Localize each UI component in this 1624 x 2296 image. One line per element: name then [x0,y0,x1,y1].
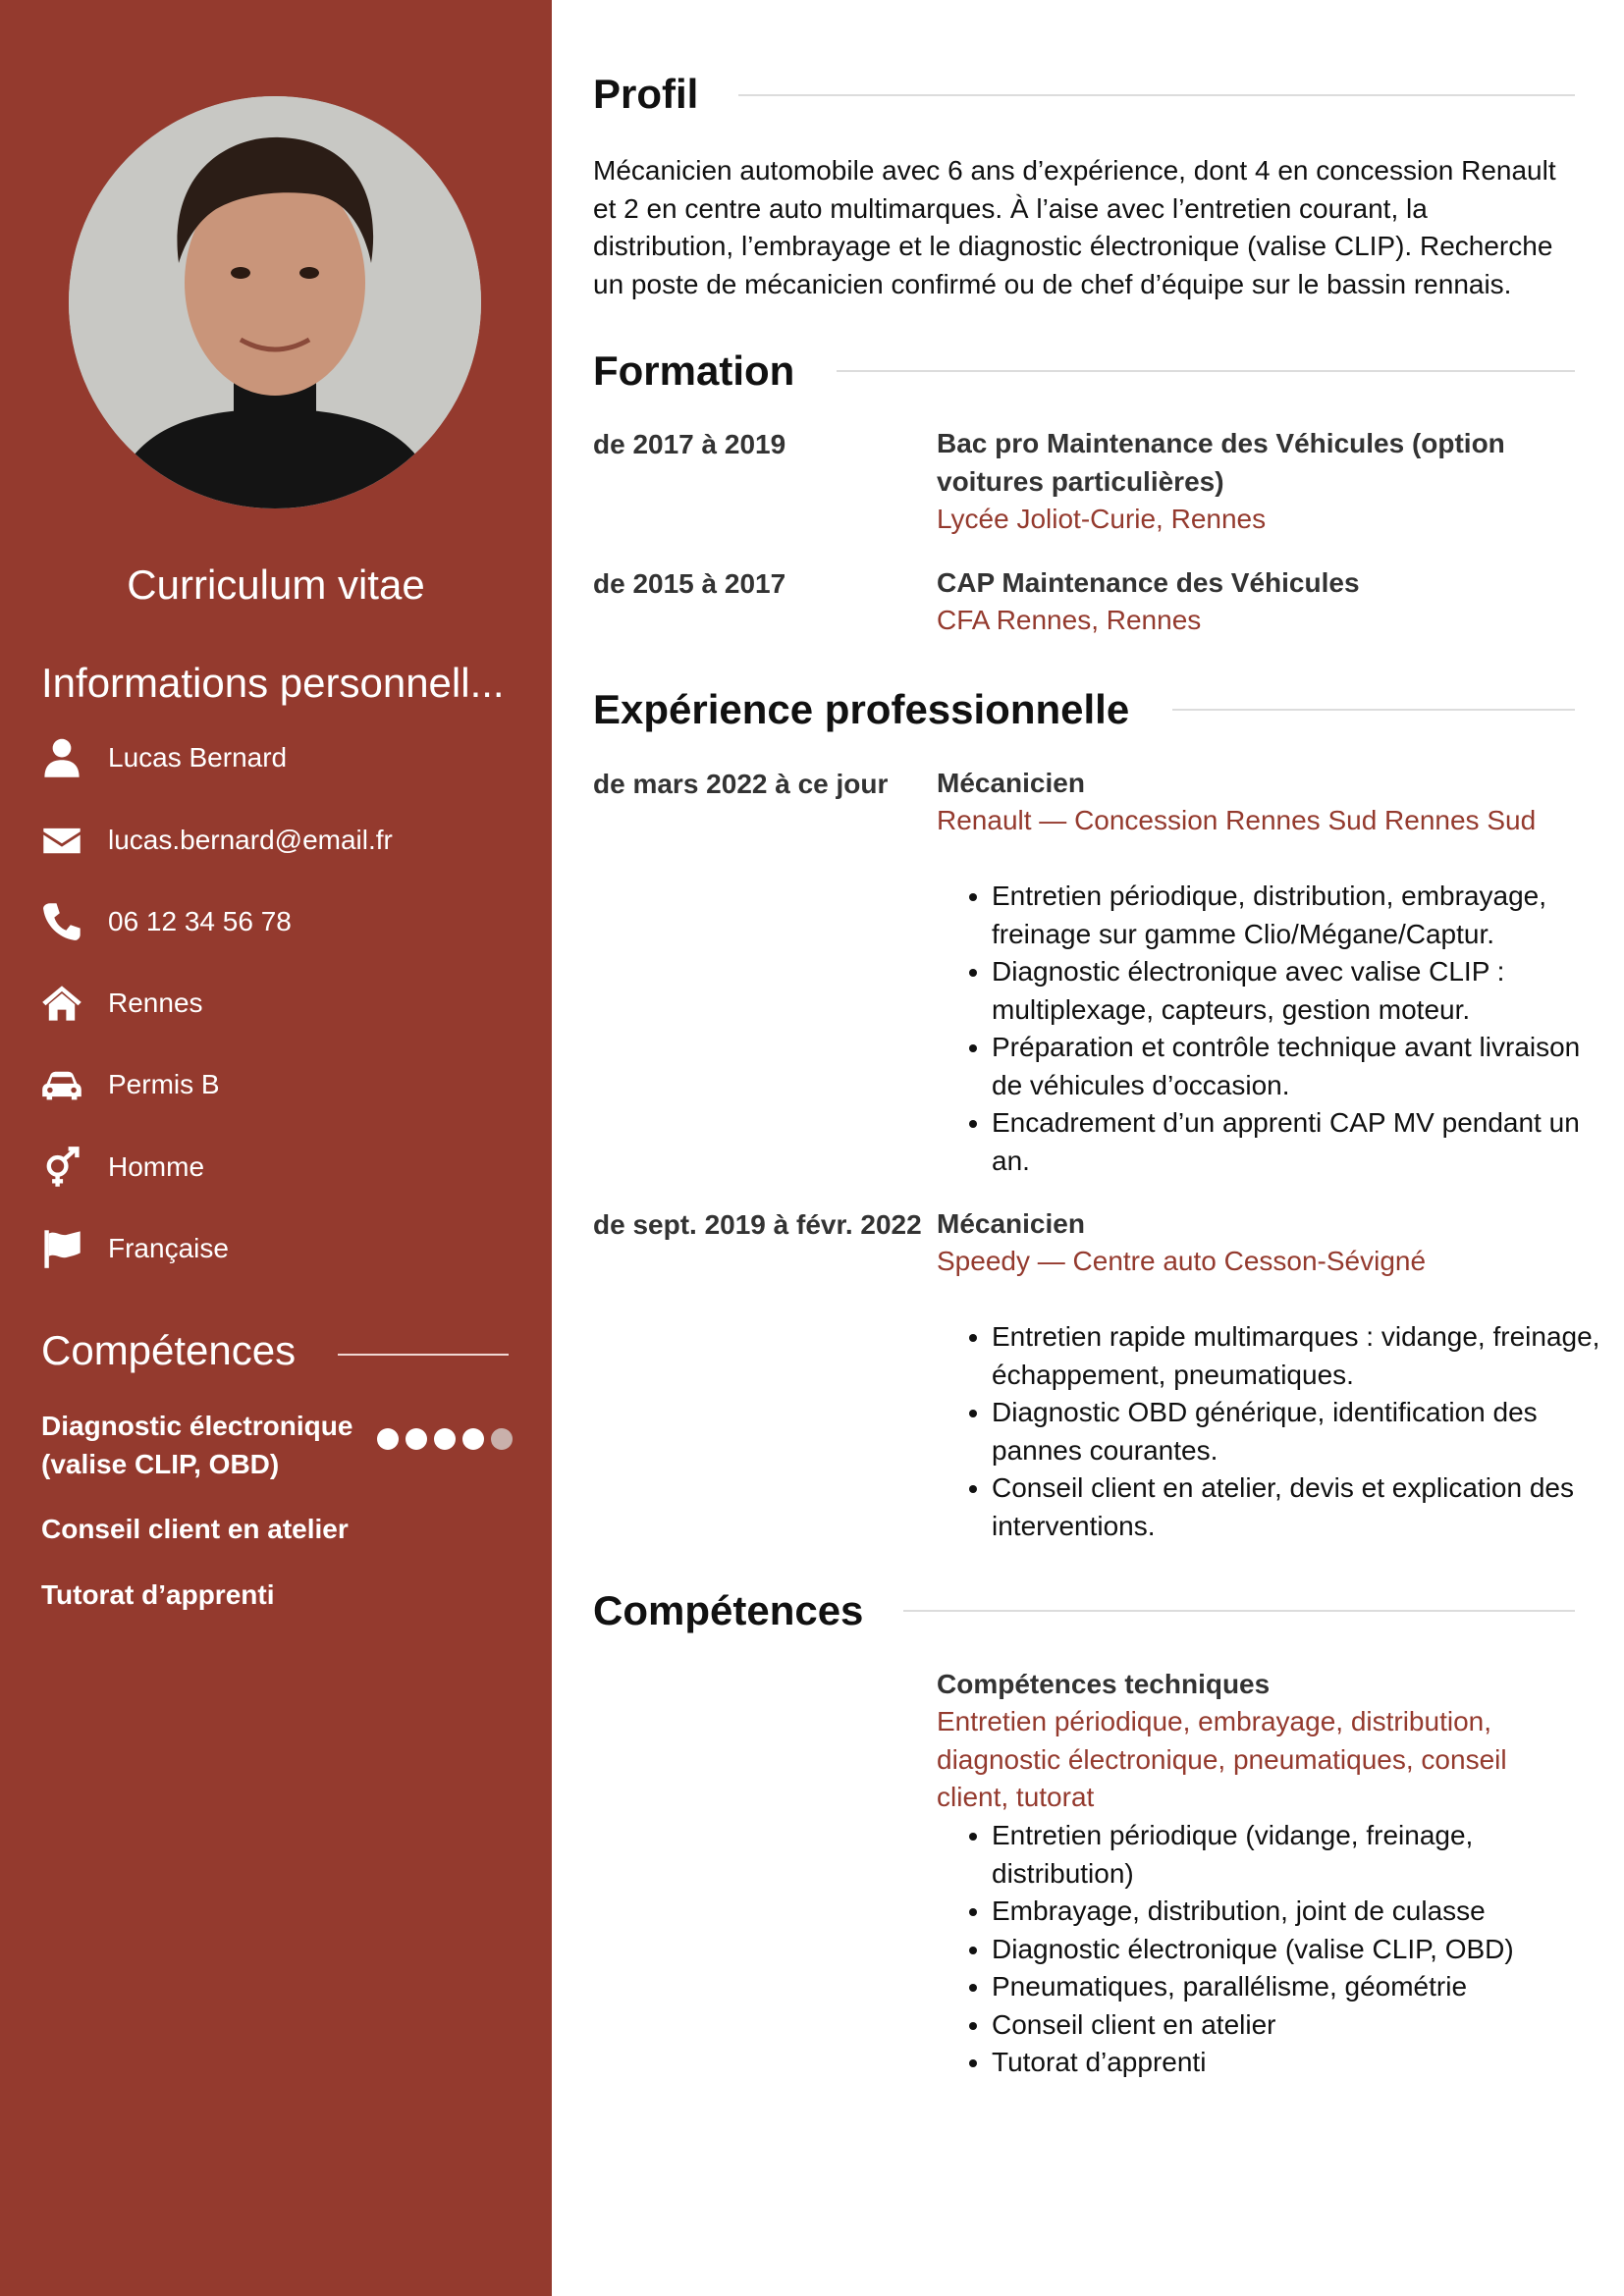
list-item: • Diagnostic électronique avec valise CLIP : multiplexage, capteurs, gestion moteur. [992,953,1600,1029]
sidebar-skill-1: Diagnostic électronique (valise CLIP, OBD) [41,1411,353,1479]
experience-company: Renault — Concession Rennes Sud Rennes Sud [937,805,1537,835]
info-license: Permis B [108,1069,220,1099]
info-row-city [39,974,203,1033]
info-gender: Homme [108,1151,205,1182]
skills-group-summary: Entretien périodique, embrayage, distribution, diagnostic électronique, pneumatiques, conseil client, tutorat [937,1706,1507,1812]
education-title: CAP Maintenance des Véhicules [937,567,1360,598]
gender-icon [39,1145,84,1190]
info-email[interactable]: lucas.bernard@email.fr [108,825,393,855]
experience-rule [1172,709,1575,711]
list-item: • Conseil client en atelier, devis et explication des interventions. [992,1469,1600,1545]
info-row-nationality [39,1219,229,1278]
info-name: Lucas Bernard [108,742,288,773]
info-row-gender [39,1138,204,1197]
info-nationality: Française [108,1233,229,1263]
flag-icon [39,1226,84,1271]
education-title: Bac pro Maintenance des Véhicules (option voitures particulières) [937,428,1505,497]
list-item: • Conseil client en atelier [992,2006,1600,2045]
profile-photo [69,96,481,508]
experience-title: Mécanicien [937,768,1085,798]
info-row-name [39,728,287,787]
skill-level-dots [377,1428,513,1450]
experience-bullets [937,878,1600,1180]
experience-bullets [937,1318,1600,1545]
info-row-license [39,1055,220,1114]
info-phone[interactable]: 06 12 34 56 78 [108,906,292,936]
profile-rule [738,94,1575,96]
sidebar-skills-rule [338,1354,509,1356]
list-item: • Pneumatiques, parallélisme, géométrie [992,1968,1600,2006]
info-city: Rennes [108,988,203,1018]
level-dot-filled [434,1428,456,1450]
experience-date: de mars 2022 à ce jour [593,769,889,799]
level-dot-filled [462,1428,484,1450]
personal-info-heading: Informations personnell... [41,660,505,706]
sidebar-skill-3: Tutorat d’apprenti [41,1579,275,1610]
education-school: CFA Rennes, Rennes [937,605,1202,635]
list-item: • Entretien périodique (vidange, freinage, distribution) [992,1817,1600,1893]
experience-heading: Expérience professionnelle [593,686,1130,732]
education-date: de 2015 à 2017 [593,568,786,599]
experience-title: Mécanicien [937,1208,1085,1239]
education-date: de 2017 à 2019 [593,429,786,459]
sidebar-skill-2: Conseil client en atelier [41,1514,349,1544]
list-item: • Diagnostic électronique (valise CLIP, OBD) [992,1931,1600,1969]
list-item: • Préparation et contrôle technique avant livraison de véhicules d’occasion. [992,1029,1600,1104]
list-item: • Tutorat d’apprenti [992,2044,1600,2082]
profile-text: Mécanicien automobile avec 6 ans d’expérience, dont 4 en concession Renault et 2 en centre auto multimarques. À l’aise avec l’entretien courant, la distribution, l’embrayage et le diagnostic électronique (valise CLIP). Recherche un poste de mécanicien confirmé ou de chef d’équipe sur le bassin rennais. [593,155,1556,299]
list-item: • Encadrement d’un apprenti CAP MV pendant un an. [992,1104,1600,1180]
sidebar-skills-heading: Compétences [41,1327,297,1373]
list-item: • Entretien rapide multimarques : vidange, freinage, échappement, pneumatiques. [992,1318,1600,1394]
envelope-icon [39,818,84,863]
list-item: • Entretien périodique, distribution, embrayage, freinage sur gamme Clio/Mégane/Captur. [992,878,1600,953]
skills-bullets [937,1817,1600,2082]
list-item: • Embrayage, distribution, joint de culasse [992,1893,1600,1931]
education-school: Lycée Joliot-Curie, Rennes [937,504,1267,534]
experience-company: Speedy — Centre auto Cesson-Sévigné [937,1246,1427,1276]
list-item: • Diagnostic OBD générique, identification des pannes courantes. [992,1394,1600,1469]
skills-group-title: Compétences techniques [937,1669,1271,1699]
person-icon [39,735,84,780]
home-icon [39,981,84,1026]
education-rule [837,370,1575,372]
skills-heading: Compétences [593,1587,864,1633]
car-icon [39,1062,84,1107]
education-heading: Formation [593,347,795,394]
skills-rule [903,1610,1575,1612]
level-dot-filled [377,1428,399,1450]
cv-title: Curriculum vitae [127,561,425,608]
sidebar [0,0,552,2296]
level-dot-filled [406,1428,427,1450]
experience-date: de sept. 2019 à févr. 2022 [593,1209,922,1240]
profile-heading: Profil [593,71,699,117]
level-dot-empty [491,1428,513,1450]
info-row-phone [39,892,292,951]
info-row-email [39,811,393,870]
phone-icon [39,899,84,944]
